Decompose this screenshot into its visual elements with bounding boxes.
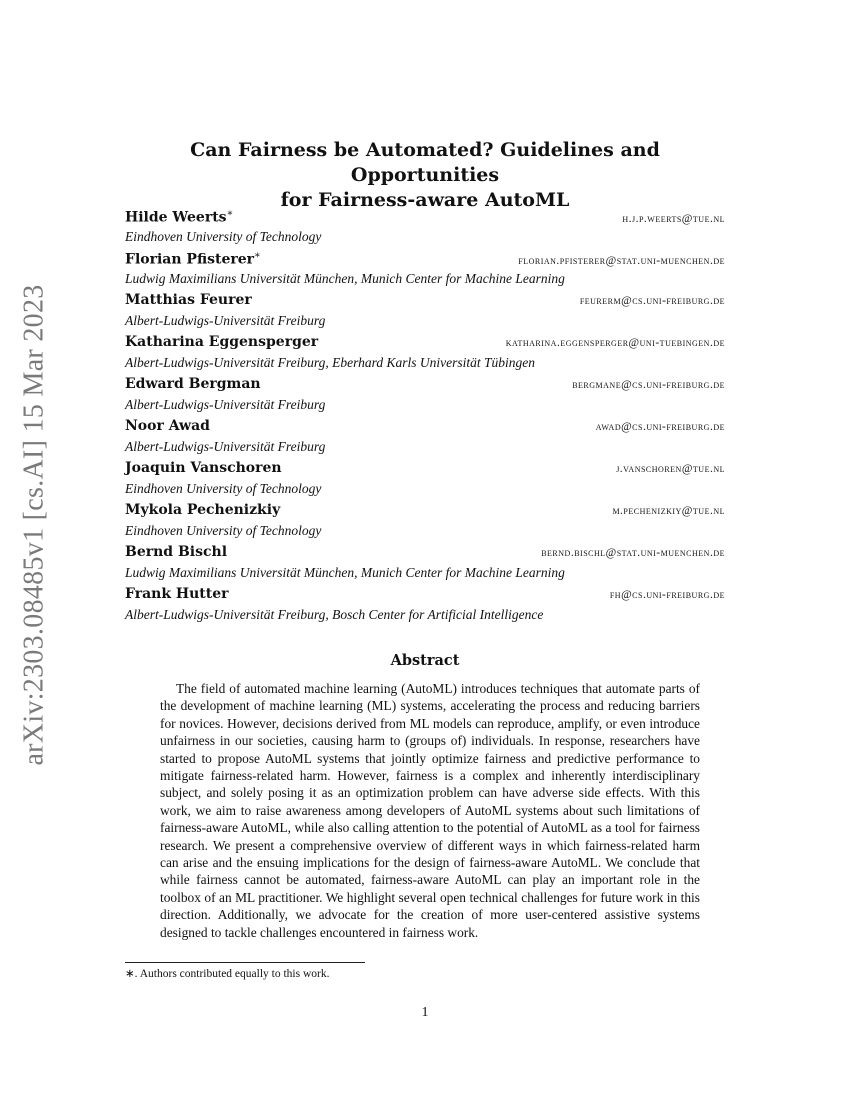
author-list: [125, 208, 725, 628]
author-email[interactable]: j.vanschoren@tue.nl: [616, 463, 725, 475]
author-email[interactable]: bergmane@cs.uni-freiburg.de: [572, 379, 725, 391]
author-email[interactable]: feurerm@cs.uni-freiburg.de: [579, 295, 725, 307]
author-name: Frank Hutter: [125, 586, 229, 602]
author-entry: [125, 418, 725, 460]
author-email[interactable]: m.pechenizkiy@tue.nl: [612, 505, 725, 517]
author-entry: [125, 544, 725, 586]
author-affiliation: Albert-Ludwigs-Universität Freiburg, Bosch Center for Artificial Intelligence: [125, 607, 544, 622]
author-affiliation: Albert-Ludwigs-Universität Freiburg, Eberhard Karls Universität Tübingen: [125, 355, 535, 370]
author-email[interactable]: katharina.eggensperger@uni-tuebingen.de: [505, 337, 725, 349]
author-name: Edward Bergman: [125, 376, 261, 392]
abstract-body: The field of automated machine learning (AutoML) introduces techniques that automate parts of the development of machine learning (ML) systems, accelerating the process and reducing barriers for novices. However, decisions derived from ML models can reproduce, amplify, or even introduce unfairness in our societies, causing harm to (groups of) individuals. In response, researchers have started to propose AutoML systems that jointly optimize fairness and predictive performance to mitigate fairness-related harm. However, fairness is a complex and inherently interdisciplinary subject, and solely posing it as an optimization problem can have adverse side effects. With this work, we aim to raise awareness among developers of AutoML systems about such limitations of fairness-aware AutoML, while also calling attention to the potential of AutoML as a tool for fairness research. We present a comprehensive overview of different ways in which fairness-related harm can arise and the ensuing implications for the design of fairness-aware AutoML. We conclude that while fairness cannot be automated, fairness-aware AutoML can play an important role in the toolbox of an ML practitioner. We highlight several open technical challenges for future work in this direction. Additionally, we advocate for the creation of more user-centered assistive systems designed to tackle challenges encountered in fairness work.: [160, 681, 700, 940]
author-entry: [125, 586, 725, 628]
author-entry: [125, 250, 725, 292]
author-affiliation: Eindhoven University of Technology: [125, 229, 322, 244]
author-affiliation: Albert-Ludwigs-Universität Freiburg: [125, 439, 326, 454]
abstract-heading: Abstract: [390, 652, 460, 669]
author-name: Bernd Bischl: [125, 544, 228, 560]
paper-title-line-2: for Fairness-aware AutoML: [280, 189, 570, 211]
author-entry: [125, 502, 725, 544]
author-name: Florian Pfisterer∗: [125, 250, 261, 268]
author-name: Joaquin Vanschoren: [125, 460, 282, 476]
author-affiliation: Albert-Ludwigs-Universität Freiburg: [125, 397, 326, 412]
footnote: ∗. Authors contributed equally to this work.: [125, 968, 330, 980]
author-affiliation: Ludwig Maximilians Universität München, Munich Center for Machine Learning: [125, 565, 565, 580]
author-entry: [125, 208, 725, 250]
author-name: Mykola Pechenizkiy: [125, 502, 281, 518]
author-affiliation: Eindhoven University of Technology: [125, 481, 322, 496]
author-name: Noor Awad: [125, 418, 210, 434]
author-entry: [125, 292, 725, 334]
author-email[interactable]: h.j.p.weerts@tue.nl: [622, 212, 725, 225]
author-email[interactable]: bernd.bischl@stat.uni-muenchen.de: [541, 547, 725, 559]
author-email[interactable]: fh@cs.uni-freiburg.de: [609, 589, 725, 601]
author-name: Katharina Eggensperger: [125, 334, 319, 350]
paper-title-line-1: Can Fairness be Automated? Guidelines and Opportunities: [190, 139, 660, 186]
author-entry: [125, 334, 725, 376]
author-name: Matthias Feurer: [125, 292, 252, 308]
arxiv-identifier-text: arXiv:2303.08485v1 [cs.AI] 15 Mar 2023: [19, 284, 51, 766]
page-number: 1: [421, 1005, 429, 1020]
footnote-divider: [125, 962, 365, 963]
author-email[interactable]: awad@cs.uni-freiburg.de: [595, 421, 725, 433]
author-affiliation: Albert-Ludwigs-Universität Freiburg: [125, 313, 326, 328]
author-entry: [125, 376, 725, 418]
author-affiliation: Ludwig Maximilians Universität München, Munich Center for Machine Learning: [125, 271, 565, 286]
author-affiliation: Eindhoven University of Technology: [125, 523, 322, 538]
paper-title: [125, 138, 725, 213]
author-name: Hilde Weerts∗: [125, 208, 234, 226]
arxiv-identifier-stamp: [12, 284, 58, 766]
author-email[interactable]: florian.pfisterer@stat.uni-muenchen.de: [518, 254, 725, 267]
author-entry: [125, 460, 725, 502]
